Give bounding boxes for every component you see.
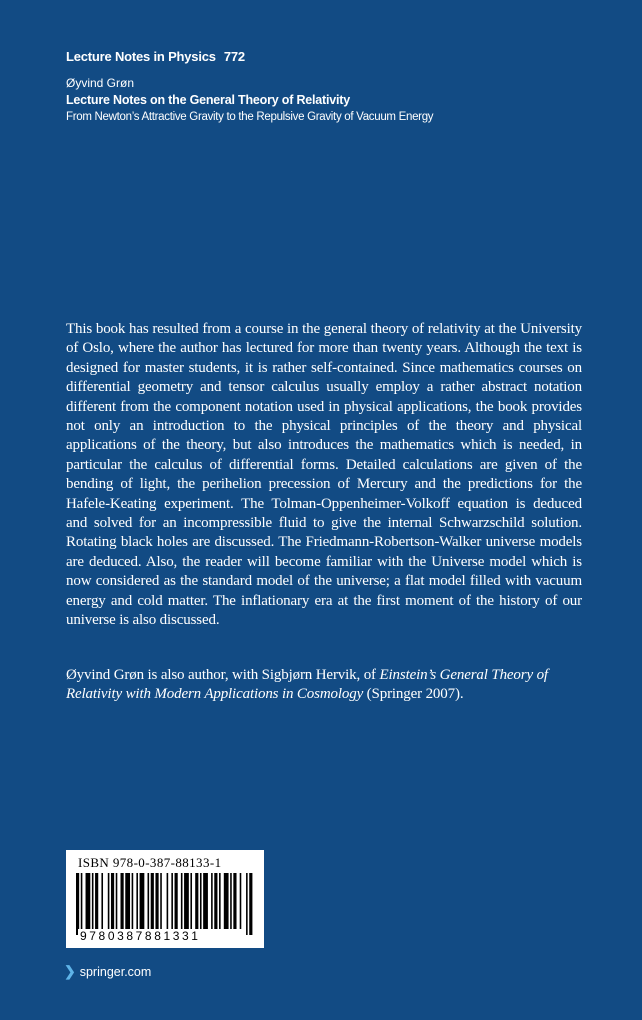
barcode-bar <box>111 873 114 929</box>
series-number: 772 <box>223 49 245 64</box>
barcode-bar <box>224 873 229 929</box>
barcode-bar <box>181 873 183 929</box>
series-title: Lecture Notes in Physics <box>66 49 216 64</box>
barcode-bar <box>167 873 169 935</box>
author-note-book-title: Einstein’s General Theory of Relativity with Modern Applications in Cosmology <box>66 667 548 703</box>
barcode-bar <box>246 873 248 935</box>
barcode-bar <box>233 873 236 929</box>
barcode-bar <box>160 873 162 929</box>
barcode-bar <box>184 873 189 929</box>
barcode-bar <box>230 873 232 929</box>
barcode-bar <box>108 873 110 929</box>
isbn-label: ISBN 978-0-387-88133-1 <box>78 855 222 870</box>
author-note-prefix: Øyvind Grøn is also author, with Sigbjørn Hervik, of <box>66 667 380 683</box>
barcode-bar <box>155 873 158 929</box>
barcode-bar <box>121 873 124 929</box>
author-name: Øyvind Grøn <box>66 76 135 90</box>
barcode-bar <box>195 873 198 929</box>
book-title: Lecture Notes on the General Theory of Relativity <box>66 93 351 107</box>
barcode-bar <box>240 873 242 929</box>
series-heading <box>66 49 245 64</box>
barcode-bar <box>76 873 79 935</box>
barcode-bar <box>190 873 192 929</box>
barcode-bar <box>148 873 150 929</box>
barcode-bar <box>95 873 98 929</box>
barcode-bar <box>171 873 173 929</box>
barcode-panel <box>66 850 264 948</box>
barcode-bar <box>151 873 154 929</box>
book-subtitle: From Newton’s Attractive Gravity to the Repulsive Gravity of Vacuum Energy <box>66 111 434 123</box>
barcode-bar <box>136 873 138 929</box>
barcode-digits: 9780387881331 <box>80 929 201 943</box>
barcode-bar <box>219 873 221 929</box>
barcode-bar <box>101 873 103 929</box>
author-note-suffix: (Springer 2007). <box>363 686 464 703</box>
barcode-bar <box>125 873 130 929</box>
barcode-bar <box>211 873 213 929</box>
barcode-bar <box>81 873 83 935</box>
barcode-bar <box>249 873 252 935</box>
chevron-right-icon: ❯ <box>64 963 76 979</box>
barcode-bar <box>203 873 208 929</box>
book-description: This book has resulted from a course in the general theory of relativity at the University of Oslo, where the author has lectured for more than twenty years. Although the text is designed for master students, it is rather self-contained. Since mathematics courses on differential geometry and tensor calculus usually employ a rather abstract notation different from the component notation used in physical applications, the book provides not only an introduction to the physical principles of the theory and physical applications of the theory, but also introduces the mathematics which is needed, in particular the calculus of differential forms. Detailed calculations are given of the bending of light, the perihelion precession of Mercury and the predictions for the Hafele-Keating experiment. The Tolman-Oppenheimer-Volkoff equation is deduced and solved for an incompressible fluid to give the internal Schwarzschild solution. Rotating black holes are discussed. The Friedmann-Robertson-Walker universe models are deduced. Also, the reader will become familiar with the Universe model which is now considered as the standard model of the universe; a flat model filled with vacuum energy and cold matter. The inflationary era at the first moment of the history of our universe is also discussed. <box>66 321 582 629</box>
barcode-bar <box>132 873 134 929</box>
barcode-bar <box>86 873 91 929</box>
barcode-bar <box>214 873 217 929</box>
barcode-bar <box>140 873 145 929</box>
barcode-bar <box>92 873 94 929</box>
publisher-website[interactable] <box>64 963 151 980</box>
barcode-bar <box>175 873 178 929</box>
author-note <box>66 666 582 705</box>
barcode-icon <box>76 873 254 935</box>
barcode-bar <box>200 873 202 929</box>
barcode-bar <box>116 873 118 929</box>
website-text: springer.com <box>79 964 152 979</box>
